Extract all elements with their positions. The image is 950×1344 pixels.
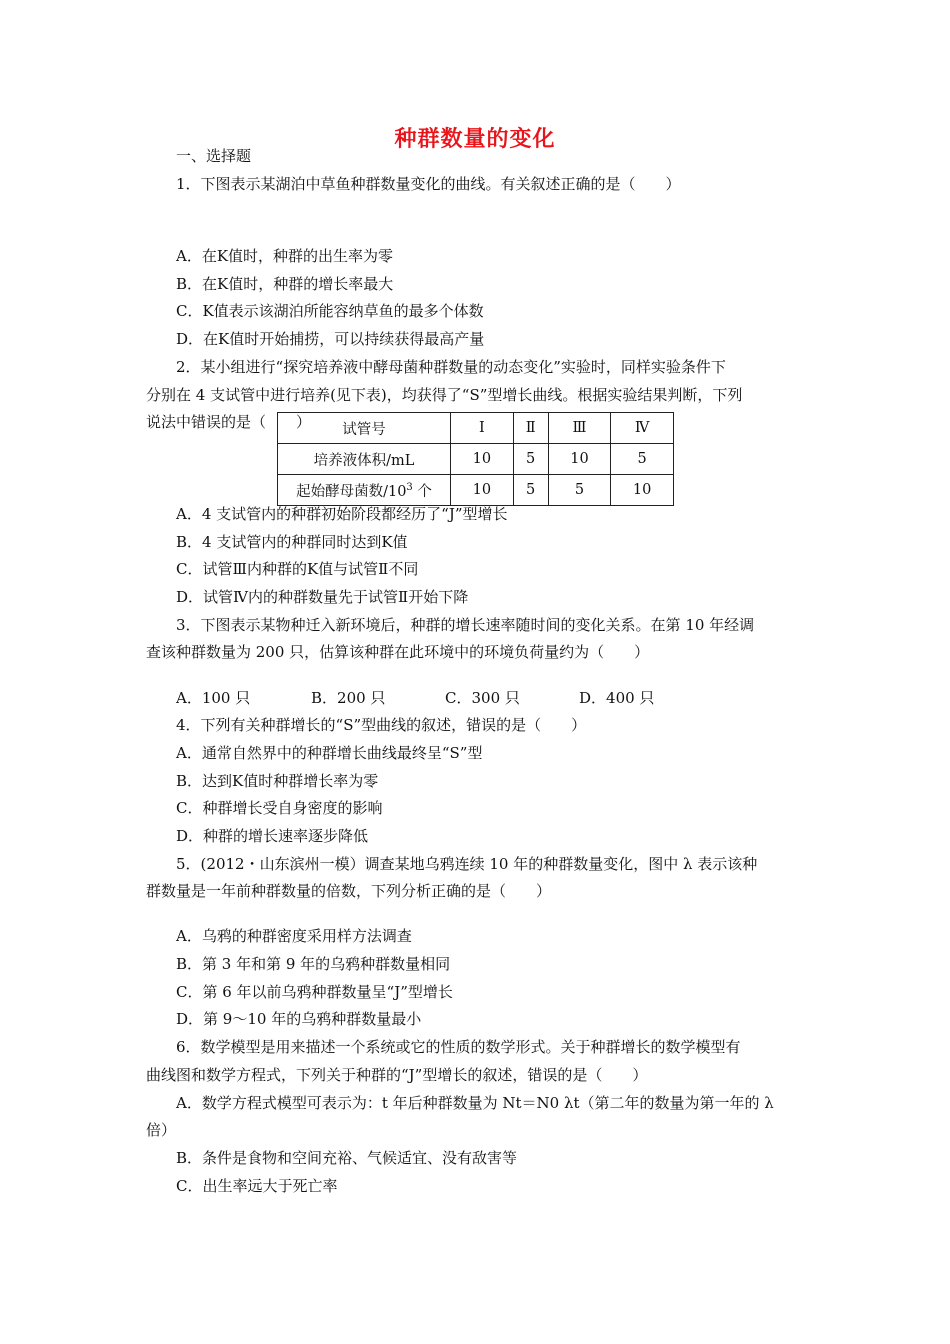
table-cell: 10 — [451, 475, 514, 506]
q3-option-d: D．400 只 — [579, 689, 655, 707]
q2-option-d: D．试管Ⅳ内的种群数量先于试管Ⅱ开始下降 — [176, 588, 469, 606]
q2-stem-line3: 说法中错误的是（ ） — [146, 413, 312, 431]
q3-option-c: C．300 只 — [445, 689, 520, 707]
table-row — [278, 444, 674, 475]
table-header-cell: 试管号 — [278, 413, 451, 444]
q4-option-c: C．种群增长受自身密度的影响 — [176, 799, 383, 817]
table-header-row — [278, 413, 674, 444]
q2-stem-line1: 2．某小组进行“探究培养液中酵母菌种群数量的动态变化”实验时，同样实验条件下 — [176, 358, 726, 376]
q6-option-a-line1: A．数学方程式模型可表示为：t 年后种群数量为 Nt＝N0 λt（第二年的数量为第一年的 λ — [176, 1094, 774, 1112]
q5-option-d: D．第 9～10 年的乌鸦种群数量最小 — [176, 1010, 422, 1028]
q5-option-c: C．第 6 年以前乌鸦种群数量呈“J”型增长 — [176, 983, 453, 1001]
row-label-unit: 个 — [412, 483, 432, 500]
q6-stem-line1: 6．数学模型是用来描述一个系统或它的性质的数学形式。关于种群增长的数学模型有 — [176, 1038, 741, 1056]
q5-stem-line2: 群数量是一年前种群数量的倍数，下列分析正确的是（ ） — [146, 882, 552, 900]
q3-stem-line1: 3．下图表示某物种迁入新环境后，种群的增长速率随时间的变化关系。在第 10 年经调 — [176, 616, 755, 634]
test-tube-table — [277, 412, 674, 506]
table-cell: 5 — [611, 444, 674, 475]
table-row-label: 培养液体积/mL — [278, 444, 451, 475]
q4-option-d: D．种群的增长速率逐步降低 — [176, 827, 369, 845]
q4-option-a: A．通常自然界中的种群增长曲线最终呈“S”型 — [176, 744, 483, 762]
q1-option-a: A．在K值时，种群的出生率为零 — [176, 247, 394, 265]
table-cell: 5 — [513, 475, 548, 506]
q1-option-c: C．K值表示该湖泊所能容纳草鱼的最多个体数 — [176, 302, 484, 320]
q2-option-b: B．4 支试管内的种群同时达到K值 — [176, 533, 408, 551]
q2-stem-line2: 分别在 4 支试管中进行培养(见下表)，均获得了“S”型增长曲线。根据实验结果判断，下列 — [146, 386, 743, 404]
table-cell: 10 — [548, 444, 611, 475]
q4-stem: 4．下列有关种群增长的“S”型曲线的叙述，错误的是（ ） — [176, 716, 587, 734]
q2-option-c: C．试管Ⅲ内种群的K值与试管Ⅱ不同 — [176, 560, 419, 578]
page-title: 种群数量的变化 — [394, 127, 556, 152]
q5-option-b: B．第 3 年和第 9 年的乌鸦种群数量相同 — [176, 955, 451, 973]
row-label-exponent: 3 — [406, 481, 413, 493]
q6-option-a-line2: 倍） — [146, 1121, 177, 1139]
q2-option-a: A．4 支试管内的种群初始阶段都经历了“J”型增长 — [176, 505, 508, 523]
table-header-cell: Ⅳ — [611, 413, 674, 444]
q4-option-b: B．达到K值时种群增长率为零 — [176, 772, 379, 790]
q6-stem-line2: 曲线图和数学方程式，下列关于种群的“J”型增长的叙述，错误的是（ ） — [146, 1066, 648, 1084]
q5-stem-line1: 5．(2012・山东滨州一模）调查某地乌鸦连续 10 年的种群数量变化，图中 λ 表示该种 — [176, 855, 758, 873]
table-cell: 10 — [611, 475, 674, 506]
table-cell: 10 — [451, 444, 514, 475]
q3-option-a: A．100 只 — [176, 689, 251, 707]
table-header-cell: Ⅰ — [451, 413, 514, 444]
q6-option-b: B．条件是食物和空间充裕、气候适宜、没有敌害等 — [176, 1149, 518, 1167]
q1-option-b: B．在K值时，种群的增长率最大 — [176, 275, 394, 293]
q3-option-b: B．200 只 — [311, 689, 386, 707]
table-header-cell: Ⅲ — [548, 413, 611, 444]
q5-option-a: A．乌鸦的种群密度采用样方法调查 — [176, 927, 412, 945]
table-cell: 5 — [548, 475, 611, 506]
q3-stem-line2: 查该种群数量为 200 只，估算该种群在此环境中的环境负荷量约为（ ） — [146, 643, 650, 661]
q6-option-c: C．出生率远大于死亡率 — [176, 1177, 338, 1195]
row-label-text: 起始酵母菌数/10 — [296, 483, 407, 500]
q1-stem: 1．下图表示某湖泊中草鱼种群数量变化的曲线。有关叙述正确的是（ ） — [176, 175, 681, 193]
table-row — [278, 475, 674, 506]
q1-option-d: D．在K值时开始捕捞，可以持续获得最高产量 — [176, 330, 485, 348]
table-header-cell: Ⅱ — [513, 413, 548, 444]
table-row-label — [278, 475, 451, 506]
table-cell: 5 — [513, 444, 548, 475]
section-heading: 一、选择题 — [176, 147, 252, 165]
